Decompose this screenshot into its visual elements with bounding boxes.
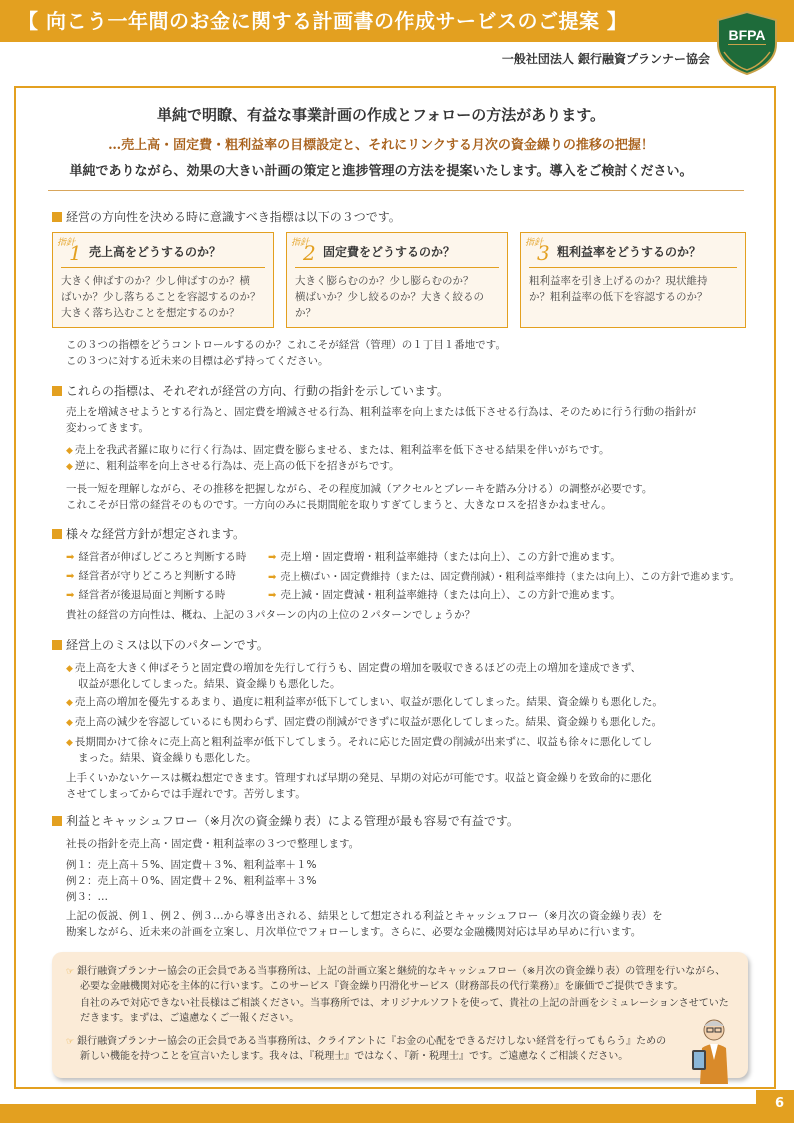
footer-band [0, 1104, 794, 1123]
box-body: 大きく伸ばすのか？少し伸ばすのか？横 ばいか？少し落ちることを容認するのか？ 大きく落ち込むことを想定するのか？ [61, 275, 261, 319]
paragraph: させてしまってからでは手遅れです。苦労します。 [66, 788, 306, 800]
square-bullet-icon [52, 816, 62, 826]
box-rule [529, 267, 737, 268]
section-heading-policies: 様々な経営方針が想定されます。 [52, 525, 245, 542]
section-heading-cashflow: 利益とキャッシュフロー（※月次の資金繰り表）による管理が最も容易で有益です。 [52, 812, 519, 829]
note-line: 新しい機能を持つことを宣言いたします。我々は、『税理士』ではなく、『新・税理士』です。ご遠慮なくご相談ください。 [80, 1051, 629, 1062]
section-heading-mistakes: 経営上のミスは以下のパターンです。 [52, 636, 269, 653]
list-item: ◆ 売上高を大きく伸ばそうと固定費の増加を先行して行うも、固定費の増加を吸収できるほどの売上の増加を達成できず、 [66, 662, 642, 674]
list-item: ◆ 売上を我武者羅に取りに行く行為は、固定費を膨らませる、または、粗利益率を低下させる結果を伴いがちです。 [66, 444, 610, 456]
intro-proposal: 単純でありながら、効果の大きい計画の策定と進捗管理の方法を提案いたします。導入をご検討ください。 [69, 164, 693, 179]
note-line: ☞ 銀行融資プランナー協会の正会員である当事務所は、クライアントに『お金の心配をできるだけしない経営を行ってもらう』ための [66, 1036, 667, 1047]
paragraph: これこそが日常の経営そのものです。一方向のみに長期間舵を取りすぎてしまうと、大きなロスを招きかねません。 [66, 499, 612, 511]
paragraph: 上記の仮説、例１、例２、例３…から導き出される、結果として想定される利益とキャッシュフロー（※月次の資金繰り表）を [66, 910, 663, 922]
section-heading-guidance: これらの指標は、それぞれが経営の方向、行動の指針を示しています。 [52, 382, 449, 399]
box-rule [61, 267, 265, 268]
square-bullet-icon [52, 386, 62, 396]
paragraph: 勘案しながら、近未来の計画を立案し、月次単位でフォローします。さらに、必要な金融機関対応は早め早めに行います。 [66, 926, 642, 938]
policy-condition: ➡ 経営者が後退局面と判断する時 [66, 589, 226, 601]
note-line: だきます。まずは、ご遠慮なくご一報ください。 [80, 1013, 300, 1024]
diamond-bullet-icon: ◆ [66, 738, 73, 748]
policy-result: ➡ 売上減・固定費減・粗利益率維持（または向上）、この方針で進めます。 [268, 589, 621, 601]
diamond-bullet-icon: ◆ [66, 718, 73, 728]
list-item: ◆ 長期間かけて徐々に売上高と粗利益率が低下してしまう。それに応じた固定費の削減が出来ずに、収益も徐々に悪化してし [66, 736, 653, 748]
note-line: 自社のみで対応できない社長様はご相談ください。当事務所では、オリジナルソフトを使って、貴社の上記の計画をシミュレーションさせていた [80, 998, 729, 1009]
arrow-right-icon: ➡ [268, 552, 277, 563]
box-label: 指針 [57, 238, 76, 248]
note-line: ☞ 銀行融資プランナー協会の正会員である当事務所は、上記の計画立案と継続的なキャッシュフロー（※月次の資金繰り表）の管理を行いながら、 [66, 966, 726, 977]
bfpa-logo [714, 10, 780, 76]
policy-condition: ➡ 経営者が守りどころと判断する時 [66, 570, 236, 582]
diamond-bullet-icon: ◆ [66, 664, 73, 674]
indicator-box-gross-margin [520, 232, 746, 328]
square-bullet-icon [52, 529, 62, 539]
diamond-bullet-icon: ◆ [66, 462, 73, 472]
box-rule [295, 267, 499, 268]
logo-text: BFPA [728, 27, 766, 43]
arrow-right-icon: ➡ [66, 571, 75, 582]
diamond-bullet-icon: ◆ [66, 698, 73, 708]
page-title: 【 向こう一年間のお金に関する計画書の作成サービスのご提案 】 [18, 9, 628, 33]
arrow-right-icon: ➡ [66, 590, 75, 601]
box-label: 指針 [525, 238, 544, 248]
box-title: 売上高をどうするのか？ [89, 245, 222, 259]
paragraph: 変わってきます。 [66, 422, 150, 434]
paragraph: この３つに対する近未来の目標は必ず持ってください。 [66, 355, 329, 367]
paragraph: 貴社の経営の方向性は、概ね、上記の３パターンの内の上位の２パターンでしょうか？ [66, 609, 476, 621]
note-line: 必要な金融機関対応を主体的に行います。このサービス『資金繰り円滑化サービス（財務部長の代行業務）』を廉価でご提供できます。 [80, 981, 684, 992]
box-number: 1 [69, 241, 82, 265]
diamond-bullet-icon: ◆ [66, 446, 73, 456]
policy-condition: ➡ 経営者が伸ばしどころと判断する時 [66, 551, 247, 563]
arrow-right-icon: ➡ [268, 572, 277, 583]
section-heading-indicators: 経営の方向性を決める時に意識すべき指標は以下の３つです。 [52, 208, 401, 225]
example-line: 例１：売上高＋５%、固定費＋３%、粗利益率＋１% [66, 859, 317, 871]
arrow-right-icon: ➡ [268, 590, 277, 601]
box-title: 粗利益率をどうするのか？ [557, 245, 702, 259]
box-number: 2 [303, 241, 316, 265]
box-body: 大きく膨らむのか？少し膨らむのか？ 横ばいか？少し絞るのか？大きく絞るの か？ [295, 275, 484, 319]
intro-subline: …売上高・固定費・粗利益率の目標設定と、それにリンクする月次の資金繰りの推移の把握！ [108, 138, 654, 153]
example-line: 例２：売上高＋０%、固定費＋２%、粗利益率＋３% [66, 875, 317, 887]
list-item: ◆ 売上高の減少を容認しているにも関わらず、固定費の削減ができずに収益が悪化してしまった。結果、資金繰りも悪化した。 [66, 716, 663, 728]
page-number: 6 [774, 1096, 784, 1111]
box-label: 指針 [291, 238, 310, 248]
paragraph: この３つの指標をどうコントロールするのか？これこそが経営（管理）の１丁目１番地です。 [66, 339, 506, 351]
list-item-continuation: 収益が悪化してしまった。結果、資金繰りも悪化した。 [78, 678, 341, 690]
indicator-box-fixed-cost [286, 232, 508, 328]
service-note-box [52, 952, 748, 1078]
list-item: ◆ 逆に、粗利益率を向上させる行為は、売上高の低下を招きがちです。 [66, 460, 400, 472]
hand-pointer-icon: ☞ [66, 1037, 75, 1047]
box-title: 固定費をどうするのか？ [323, 245, 456, 259]
businessman-illustration [688, 1016, 736, 1086]
square-bullet-icon [52, 640, 62, 650]
arrow-right-icon: ➡ [66, 552, 75, 563]
paragraph: 社長の指針を売上高・固定費・粗利益率の３つで整理します。 [66, 838, 360, 850]
organization-name: 一般社団法人 銀行融資プランナー協会 [501, 52, 710, 66]
policy-result: ➡ 売上横ばい・固定費維持（または、固定費削減）・粗利益率維持（または向上）、この方針で進めます。 [268, 572, 740, 583]
box-body: 粗利益率を引き上げるのか？現状維持 か？粗利益率の低下を容認するのか？ [529, 275, 708, 303]
box-number: 3 [537, 241, 550, 265]
intro-headline: 単純で明瞭、有益な事業計画の作成とフォローの方法があります。 [156, 106, 606, 124]
square-bullet-icon [52, 212, 62, 222]
policy-result: ➡ 売上増・固定費増・粗利益率維持（または向上）、この方針で進めます。 [268, 551, 621, 563]
divider [48, 190, 744, 191]
list-item: ◆ 売上高の増加を優先するあまり、過度に粗利益率が低下してしまい、収益が悪化してしまった。結果、資金繰りも悪化した。 [66, 696, 663, 708]
paragraph: 上手くいかないケースは概ね想定できます。管理すれば早期の発見、早期の対応が可能です。収益と資金繰りを致命的に悪化 [66, 772, 652, 784]
indicator-box-sales [52, 232, 274, 328]
paragraph: 売上を増減させようとする行為と、固定費を増減させる行為、粗利益率を向上または低下させる行為は、そのために行う行動の指針が [66, 406, 696, 418]
example-line: 例３：… [66, 891, 108, 903]
paragraph: 一長一短を理解しながら、その推移を把握しながら、その程度加減（アクセルとブレーキを踏み分ける）の調整が必要です。 [66, 483, 653, 495]
hand-pointer-icon: ☞ [66, 967, 75, 977]
list-item-continuation: まった。結果、資金繰りも悪化した。 [78, 752, 257, 764]
